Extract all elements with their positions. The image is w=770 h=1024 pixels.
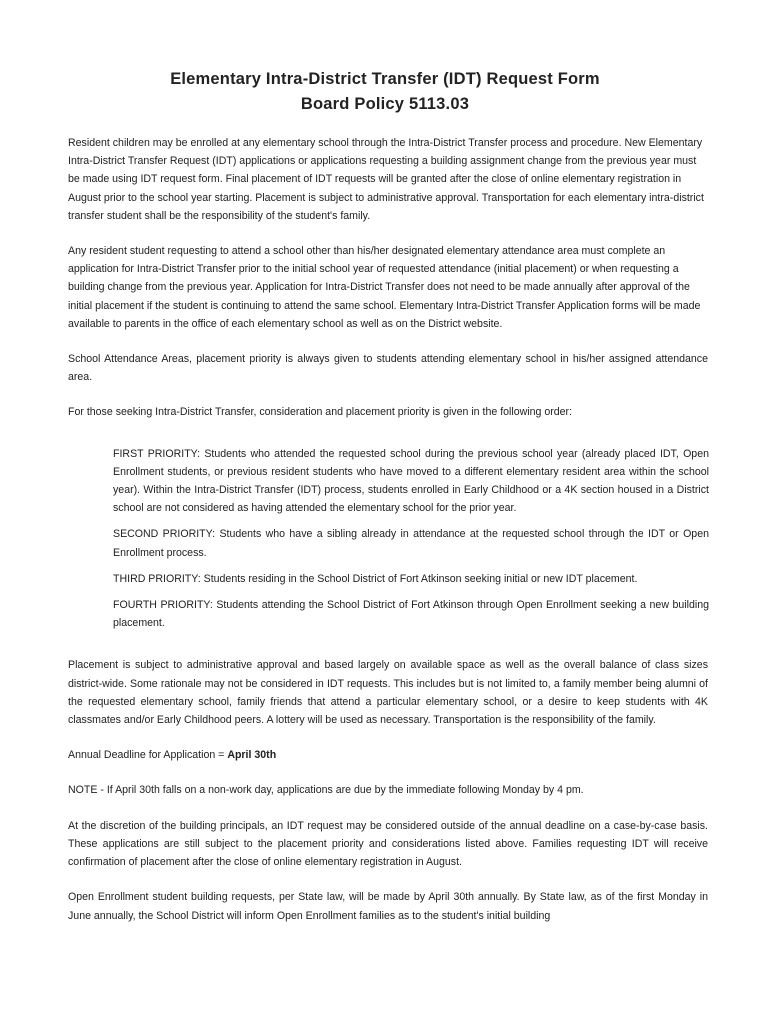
priority-third: THIRD PRIORITY: Students residing in the School District of Fort Atkinson seeking initial or new IDT placement.	[113, 572, 638, 585]
paragraph-placement	[68, 656, 708, 729]
document-body	[68, 134, 708, 942]
policy-number: Board Policy 5113.03	[300, 95, 470, 113]
priority-fourth: FOURTH PRIORITY: Students attending the School District of Fort Atkinson through Open Enrollment seeking a new building placement.	[113, 599, 709, 630]
paragraph-application: Any resident student requesting to attend a school other than his/her designated elementary attendance area must complete an application for Intra-District Transfer prior to the initial school year of requested attendance (initial placement) or when requesting a building change from the previous year. Application for Intra-District Transfer does not need to be made annually after approval of the initial placement if the student is continuing to attend the same school. Elementary Intra-District Transfer Application forms will be made available to parents in the office of each elementary school as well as on the District website.	[68, 245, 701, 330]
paragraph-intro: Resident children may be enrolled at any elementary school through the Intra-District Transfer process and procedure. New Elementary Intra-District Transfer Request (IDT) applications or applications requesting a building assignment change from the previous year must be made using IDT request form. Final placement of IDT requests will be granted after the close of online elementary registration in August prior to the school year starting. Placement is subject to administrative approval. Transportation for each elementary intra-district transfer student shall be the responsibility of the student's family.	[68, 137, 704, 222]
paragraph-note: NOTE - If April 30th falls on a non-work day, applications are due by the immediate following Monday by 4 pm.	[68, 784, 584, 797]
paragraph-open-enrollment: Open Enrollment student building requests, per State law, will be made by April 30th annually. By State law, as of the first Monday in June annually, the School District will inform Open Enrollment families as to the student's initial building	[68, 891, 708, 922]
paragraph-priority-intro: For those seeking Intra-District Transfer, consideration and placement priority is given in the following order:	[68, 406, 573, 419]
deadline-date: April 30th	[227, 749, 277, 762]
priority-list	[113, 445, 709, 633]
priority-second: SECOND PRIORITY: Students who have a sibling already in attendance at the requested school through the IDT or Open Enrollment process.	[113, 528, 709, 559]
placement-text-b: . Some rationale may not be considered in IDT requests. This includes but is not limited to, a family member being alumni of the requested elementary school, family friends that attend a particular elementary school, or a desire to keep students with 4K classmates and/or Early Childhood peers. A lottery will be used as necessary. Transportation is the responsibility of the family.	[68, 677, 708, 727]
priority-first: FIRST PRIORITY: Students who attended the requested school during the previous school year (already placed IDT, Open Enrollment students, or previous resident students who have moved to a different elementary resident area within the school year). Within the Intra-District Transfer (IDT) process, students enrolled in Early Childhood or a 4K section housed in a District school are not considered as having attended the elementary school for the prior year.	[113, 447, 709, 515]
paragraph-deadline	[68, 746, 708, 764]
paragraph-discretion: At the discretion of the building principals, an IDT request may be considered outside of the annual deadline on a case-by-case basis. These applications are still subject to the placement priority and considerations listed above. Families requesting IDT will receive confirmation of placement after the close of online elementary registration in August.	[68, 819, 708, 869]
deadline-label: Annual Deadline for Application =	[68, 749, 228, 762]
placement-text-a: Placement is subject to administrative approval and based largely on available space as well as the overall balance of class sizes district-wide	[68, 659, 708, 690]
paragraph-attendance-areas: School Attendance Areas, placement priority is always given to students attending elementary school in his/her assigned attendance area.	[68, 353, 708, 384]
document-title: Elementary Intra-District Transfer (IDT) Request Form	[170, 70, 600, 88]
